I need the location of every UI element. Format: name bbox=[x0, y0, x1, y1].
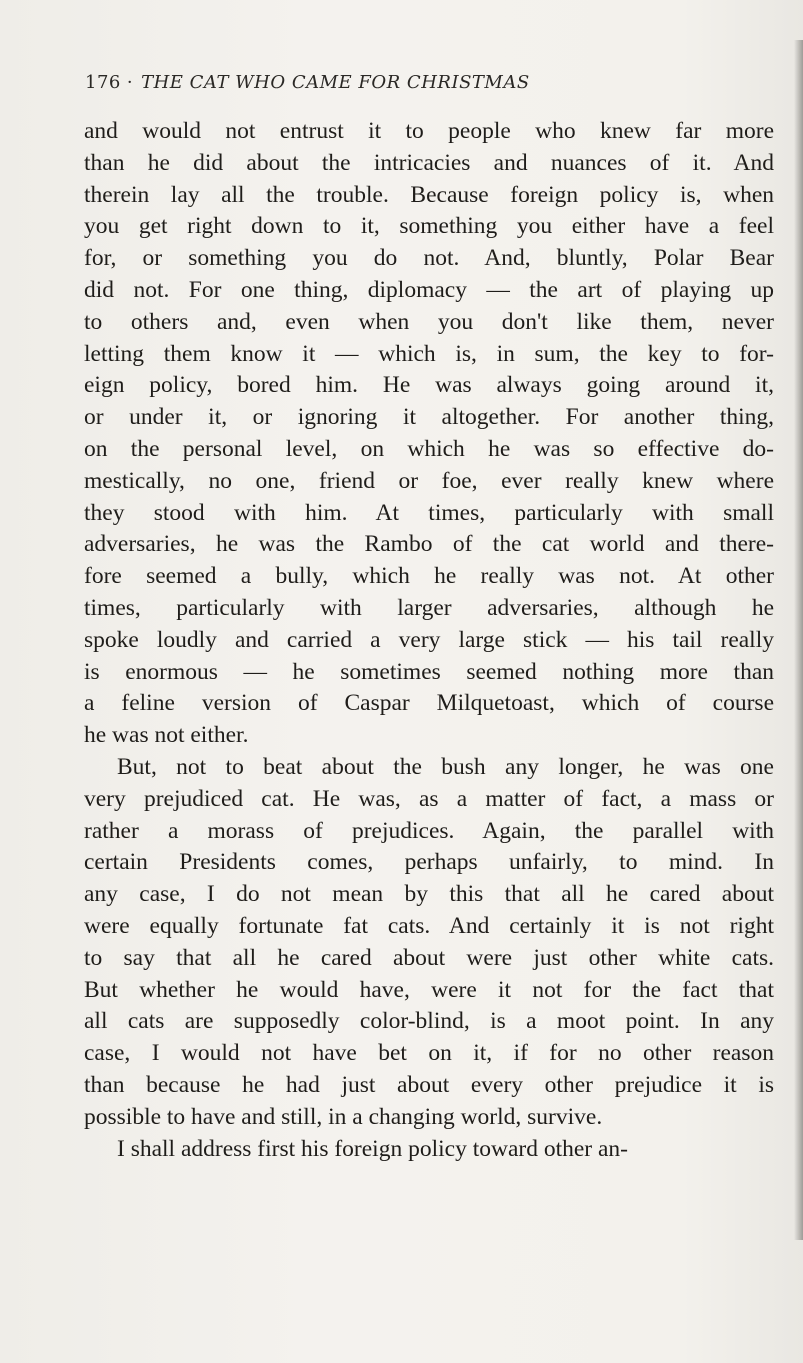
body-text bbox=[84, 116, 774, 1165]
text-line: fore seemed a bully, which he really was not. At other bbox=[84, 563, 774, 590]
paragraph-start-line: But, not to beat about the bush any longer, he was one bbox=[117, 753, 774, 780]
book-title: THE CAT WHO CAME FOR CHRISTMAS bbox=[141, 72, 530, 93]
text-line: were equally fortunate fat cats. And certainly it is not right bbox=[84, 912, 774, 939]
text-line: for, or something you do not. And, bluntly, Polar Bear bbox=[84, 245, 774, 272]
text-line: rather a morass of prejudices. Again, the parallel with bbox=[84, 817, 774, 844]
text-line: to say that all he cared about were just other white cats. bbox=[84, 944, 774, 971]
text-line: But whether he would have, were it not for the fact that bbox=[84, 976, 774, 1003]
text-line: adversaries, he was the Rambo of the cat world and there- bbox=[84, 531, 774, 558]
text-line: to others and, even when you don't like them, never bbox=[84, 308, 774, 335]
paragraph-end-line: he was not either. bbox=[84, 722, 249, 749]
text-line: spoke loudly and carried a very large stick — his tail really bbox=[84, 626, 774, 653]
text-line: times, particularly with larger adversaries, although he bbox=[84, 594, 774, 621]
text-line: all cats are supposedly color-blind, is a moot point. In any bbox=[84, 1008, 774, 1035]
text-line: on the personal level, on which he was so effective do- bbox=[84, 435, 774, 462]
text-line: letting them know it — which is, in sum, the key to for- bbox=[84, 340, 774, 367]
text-line: or under it, or ignoring it altogether. For another thing, bbox=[84, 404, 774, 431]
text-line: than he did about the intricacies and nuances of it. And bbox=[84, 149, 774, 176]
paragraph-start-line: I shall address first his foreign policy toward other an- bbox=[117, 1135, 628, 1162]
page-number: 176 bbox=[85, 72, 121, 93]
text-line: mestically, no one, friend or foe, ever really knew where bbox=[84, 467, 774, 494]
text-line: case, I would not have bet on it, if for no other reason bbox=[84, 1040, 774, 1067]
text-line: eign policy, bored him. He was always going around it, bbox=[84, 372, 774, 399]
text-line: and would not entrust it to people who knew far more bbox=[84, 118, 774, 144]
text-line: therein lay all the trouble. Because foreign policy is, when bbox=[84, 181, 774, 208]
running-head bbox=[85, 72, 530, 93]
text-line: certain Presidents comes, perhaps unfairly, to mind. In bbox=[84, 849, 774, 876]
paragraph-end-line: possible to have and still, in a changing world, survive. bbox=[84, 1103, 603, 1130]
text-line: any case, I do not mean by this that all he cared about bbox=[84, 881, 774, 908]
text-line: you get right down to it, something you either have a feel bbox=[84, 213, 774, 240]
text-line: they stood with him. At times, particularly with small bbox=[84, 499, 774, 526]
text-line: very prejudiced cat. He was, as a matter of fact, a mass or bbox=[84, 785, 774, 812]
page-edge-shadow bbox=[794, 40, 803, 1240]
running-head-separator: · bbox=[126, 72, 134, 93]
text-line: did not. For one thing, diplomacy — the art of playing up bbox=[84, 276, 774, 303]
text-line: a feline version of Caspar Milquetoast, which of course bbox=[84, 690, 774, 717]
text-line: than because he had just about every other prejudice it is bbox=[84, 1071, 774, 1098]
text-line: is enormous — he sometimes seemed nothing more than bbox=[84, 658, 774, 685]
